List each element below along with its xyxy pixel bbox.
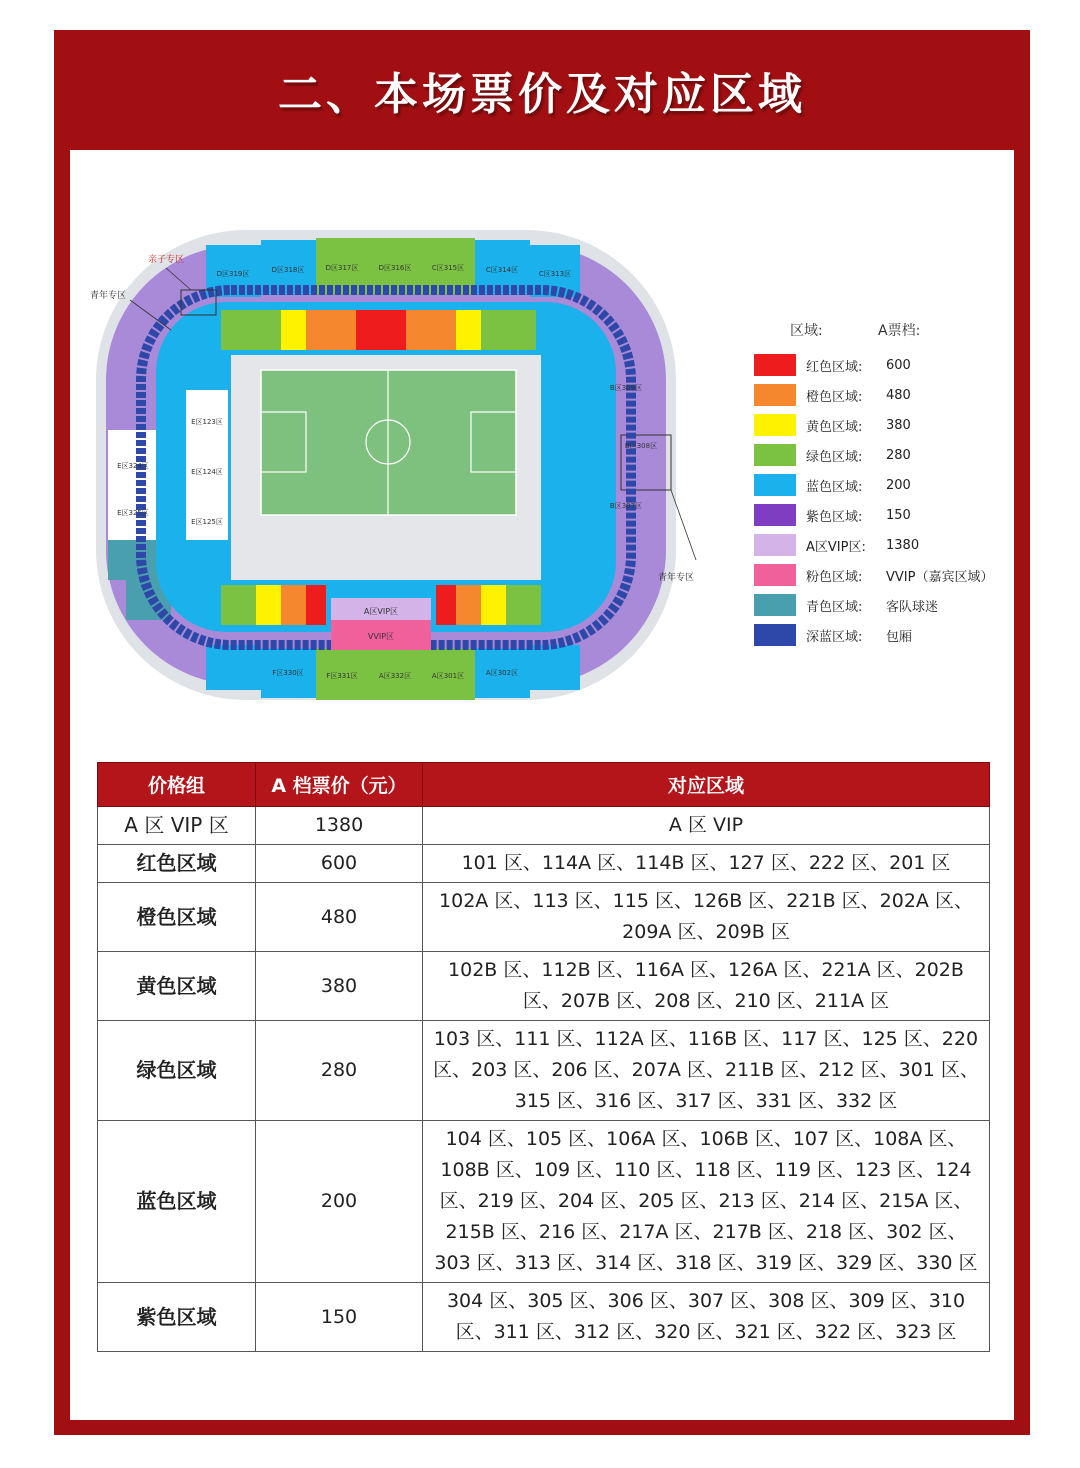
row-group: 蓝色区域 xyxy=(98,1121,256,1283)
sec-top xyxy=(256,310,281,350)
section-324-325 xyxy=(108,430,158,540)
header-price: A 档票价（元） xyxy=(256,763,423,807)
section-329 xyxy=(206,645,261,690)
label-313: C区313区 xyxy=(538,270,572,278)
legend-swatch xyxy=(754,354,796,376)
sec-bottom xyxy=(306,585,326,625)
legend-price: 380 xyxy=(886,417,911,433)
sec-bottom xyxy=(456,585,481,625)
sec-top xyxy=(456,310,481,350)
table-row xyxy=(98,1021,990,1121)
table-row xyxy=(98,845,990,883)
label-319: D区319区 xyxy=(216,270,250,278)
vvip-label: VVIP区 xyxy=(367,632,395,641)
legend-price: 480 xyxy=(886,387,911,403)
legend-name: 橙色区域: xyxy=(806,389,863,405)
legend-swatch xyxy=(754,414,796,436)
page-frame xyxy=(54,30,1030,1435)
label-124: E区124区 xyxy=(191,468,223,476)
legend-swatch xyxy=(754,504,796,526)
legend-price: 包厢 xyxy=(886,629,913,645)
legend-name: 绿色区域: xyxy=(806,449,863,465)
legend-name: 蓝色区域: xyxy=(806,479,863,495)
legend-name: 黄色区域: xyxy=(806,419,863,435)
row-group: 红色区域 xyxy=(98,845,256,883)
legend-price: 1380 xyxy=(886,537,920,553)
row-zones: 304 区、305 区、306 区、307 区、308 区、309 区、310 区、311 区、312 区、320 区、321 区、322 区、323 区 xyxy=(423,1283,990,1352)
legend-swatch xyxy=(754,564,796,586)
label-317: D区317区 xyxy=(325,264,359,272)
table-row xyxy=(98,1283,990,1352)
label-301: A区301区 xyxy=(431,672,465,680)
table-header-row xyxy=(98,763,990,807)
legend-row xyxy=(754,560,1004,590)
family-zone-label: 亲子专区 xyxy=(147,255,185,265)
legend-area-header: 区域: xyxy=(790,323,823,339)
sec-top xyxy=(221,310,256,350)
label-316: D区316区 xyxy=(378,264,412,272)
sec-top xyxy=(306,310,356,350)
label-307: B区307区 xyxy=(609,502,643,510)
legend-swatch xyxy=(754,534,796,556)
row-group: A 区 VIP 区 xyxy=(98,807,256,845)
label-309: B区309区 xyxy=(609,384,643,392)
legend-swatch xyxy=(754,384,796,406)
sec-bottom xyxy=(436,585,456,625)
vip-label: A区VIP区 xyxy=(363,607,399,616)
legend-name: 粉色区域: xyxy=(806,569,863,585)
row-price: 200 xyxy=(256,1121,423,1283)
row-price: 600 xyxy=(256,845,423,883)
row-group: 绿色区域 xyxy=(98,1021,256,1121)
legend-swatch xyxy=(754,474,796,496)
sec-bottom xyxy=(281,585,306,625)
legend-name: 深蓝区域: xyxy=(806,629,863,645)
legend-name: 青色区域: xyxy=(806,599,863,615)
label-318: D区318区 xyxy=(271,266,305,274)
table-row xyxy=(98,807,990,845)
label-331: F区331区 xyxy=(326,672,358,680)
legend-row xyxy=(754,530,1004,560)
row-price: 1380 xyxy=(256,807,423,845)
row-zones: 102B 区、112B 区、116A 区、126A 区、221A 区、202B 区、207B 区、208 区、210 区、211A 区 xyxy=(423,952,990,1021)
sec-bottom xyxy=(506,585,541,625)
row-group: 黄色区域 xyxy=(98,952,256,1021)
legend-row xyxy=(754,380,1004,410)
legend-swatch xyxy=(754,594,796,616)
header-group: 价格组 xyxy=(98,763,256,807)
label-330: F区330区 xyxy=(272,669,304,677)
header-zones: 对应区域 xyxy=(423,763,990,807)
table-row xyxy=(98,1121,990,1283)
row-zones: 101 区、114A 区、114B 区、127 区、222 区、201 区 xyxy=(423,845,990,883)
sec-top xyxy=(381,310,406,350)
legend-name: A区VIP区: xyxy=(806,539,866,555)
label-125: E区125区 xyxy=(191,518,223,526)
row-price: 380 xyxy=(256,952,423,1021)
label-308: B区308区 xyxy=(624,442,658,450)
legend-price: VVIP（嘉宾区域） xyxy=(886,569,994,585)
legend-row xyxy=(754,350,1004,380)
legend-row xyxy=(754,500,1004,530)
legend-row xyxy=(754,620,1004,650)
label-302: A区302区 xyxy=(485,669,519,677)
legend-price: 客队球迷 xyxy=(886,599,939,615)
legend-price-header: A票档: xyxy=(878,323,921,339)
sec-top xyxy=(281,310,306,350)
legend-name: 紫色区域: xyxy=(806,509,863,525)
content-panel xyxy=(70,150,1014,1420)
row-group: 紫色区域 xyxy=(98,1283,256,1352)
label-314: C区314区 xyxy=(485,266,519,274)
sec-top xyxy=(356,310,381,350)
price-table xyxy=(97,762,990,1352)
label-123: E区123区 xyxy=(191,418,223,426)
sec-top xyxy=(406,310,456,350)
label-324: E区324区 xyxy=(117,462,149,470)
row-zones: 103 区、111 区、112A 区、116B 区、117 区、125 区、220 区、203 区、206 区、207A 区、211B 区、212 区、301 区、315 区、316 区、317 区、331 区、332 区 xyxy=(423,1021,990,1121)
section-303 xyxy=(530,645,580,690)
label-315: C区315区 xyxy=(431,264,465,272)
section-326 xyxy=(108,540,158,580)
legend-swatch xyxy=(754,624,796,646)
page-title: 二、本场票价及对应区域 xyxy=(278,69,806,120)
row-price: 480 xyxy=(256,883,423,952)
row-zones: A 区 VIP xyxy=(423,807,990,845)
row-zones: 104 区、105 区、106A 区、106B 区、107 区、108A 区、108B 区、109 区、110 区、118 区、119 区、123 区、124 区、219 区、204 区、205 区、213 区、214 区、215A 区、215B 区、216 区、217A 区、217B 区、218 区、302 区、303 区、313 区、314 区、318 区、319 区、329 区、330 区 xyxy=(423,1121,990,1283)
sec-bottom xyxy=(221,585,256,625)
table-row xyxy=(98,883,990,952)
legend-price: 150 xyxy=(886,507,911,523)
legend-row xyxy=(754,470,1004,500)
sec-bottom xyxy=(256,585,281,625)
youth-zone-left-label: 青年专区 xyxy=(89,291,127,301)
legend-price: 200 xyxy=(886,477,911,493)
label-332: A区332区 xyxy=(378,672,412,680)
youth-zone-right-label: 青年专区 xyxy=(657,573,695,583)
legend-row xyxy=(754,440,1004,470)
legend-price: 280 xyxy=(886,447,911,463)
row-price: 150 xyxy=(256,1283,423,1352)
legend-swatch xyxy=(754,444,796,466)
sec-top xyxy=(481,310,536,350)
legend-name: 红色区域: xyxy=(806,359,863,375)
lower-top-sections xyxy=(221,310,536,350)
row-zones: 102A 区、113 区、115 区、126B 区、221B 区、202A 区、209A 区、209B 区 xyxy=(423,883,990,952)
label-325: E区325区 xyxy=(117,509,149,517)
legend-price: 600 xyxy=(886,357,911,373)
sec-bottom xyxy=(481,585,506,625)
row-group: 橙色区域 xyxy=(98,883,256,952)
row-price: 280 xyxy=(256,1021,423,1121)
legend-row xyxy=(754,410,1004,440)
legend-row xyxy=(754,590,1004,620)
stadium-map xyxy=(86,190,695,710)
table-row xyxy=(98,952,990,1021)
price-legend xyxy=(754,350,1004,650)
